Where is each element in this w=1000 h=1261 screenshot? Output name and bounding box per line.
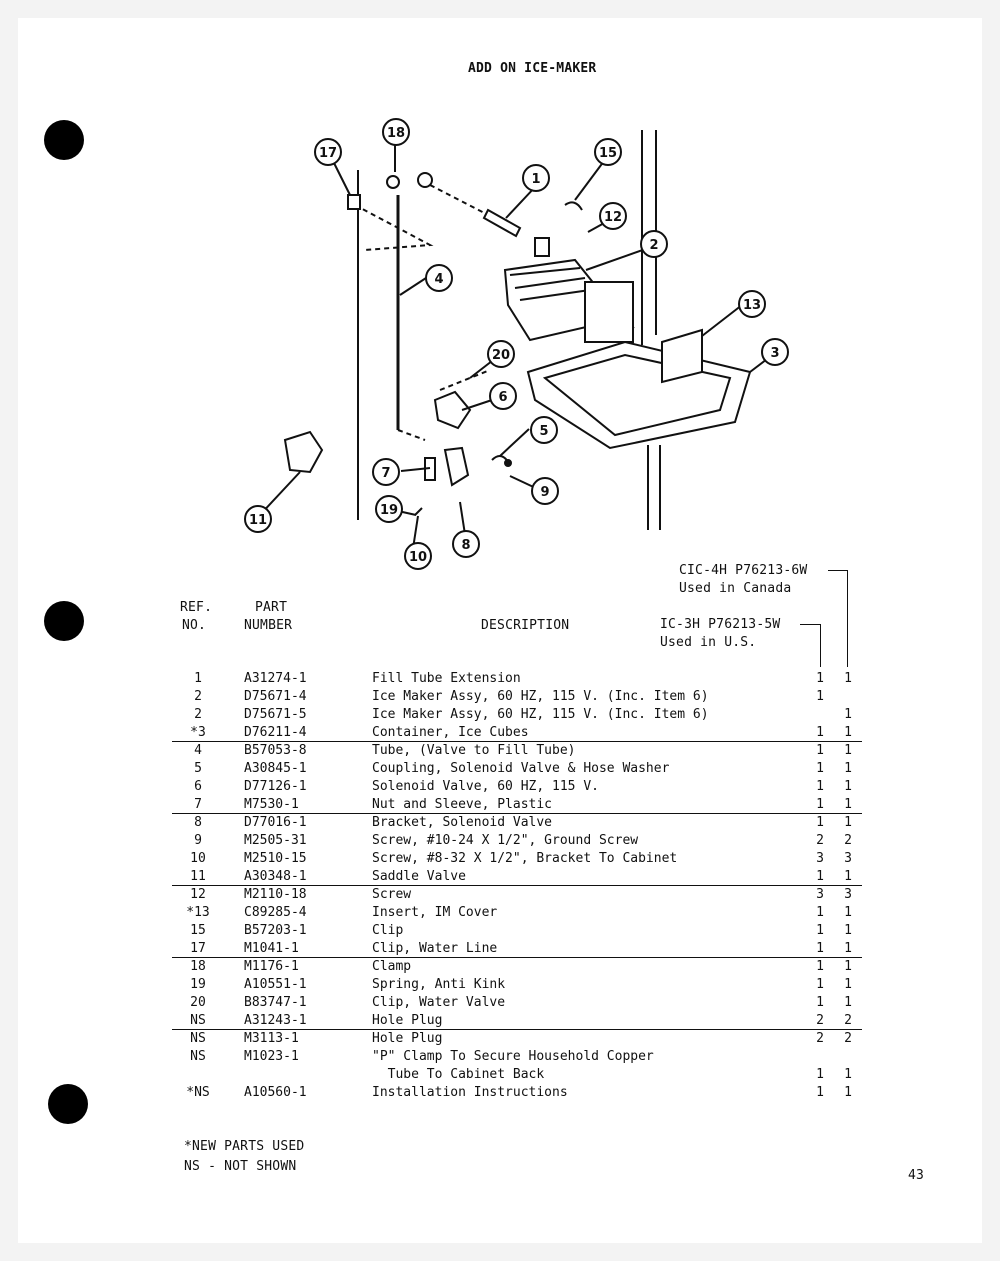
table-row: 7 M7530-1 Nut and Sleeve, Plastic 1 1 (194, 797, 852, 812)
row-separator (172, 813, 862, 814)
svg-text:8: 8 (461, 538, 471, 553)
table-row: *13 C89285-4 Insert, IM Cover 1 1 (186, 905, 852, 920)
callout-18 (383, 119, 409, 145)
table-row: NS M3113-1 Hole Plug 2 2 (190, 1031, 852, 1046)
page-title: ADD ON ICE-MAKER (468, 61, 597, 76)
model-us-usage: Used in U.S. (660, 635, 757, 650)
callout-6 (490, 383, 516, 409)
table-row: *NS A10560-1 Installation Instructions 1 1 (186, 1085, 852, 1100)
svg-text:17: 17 (318, 146, 338, 161)
table-row: 18 M1176-1 Clamp 1 1 (190, 959, 852, 974)
exploded-parts-diagram (230, 110, 830, 580)
svg-text:7: 7 (381, 466, 391, 481)
table-row: Tube To Cabinet Back 1 1 (372, 1067, 852, 1082)
callout-20 (488, 341, 514, 367)
svg-text:2: 2 (649, 238, 659, 253)
ref-header-line2: NO. (182, 618, 207, 633)
svg-text:10: 10 (408, 550, 428, 565)
svg-text:13: 13 (742, 298, 762, 313)
table-row: 6 D77126-1 Solenoid Valve, 60 HZ, 115 V. 1 1 (194, 779, 852, 794)
callout-8 (453, 531, 479, 557)
svg-text:3: 3 (770, 346, 780, 361)
page-number: 43 (908, 1168, 925, 1183)
table-row: 2 D75671-5 Ice Maker Assy, 60 HZ, 115 V. (Inc. Item 6) 1 (194, 707, 852, 722)
svg-text:9: 9 (540, 485, 550, 500)
table-row: 11 A30348-1 Saddle Valve 1 1 (190, 869, 852, 884)
table-row: 9 M2505-31 Screw, #10-24 X 1/2", Ground Screw 2 2 (194, 833, 852, 848)
callout-15 (595, 139, 621, 165)
table-row: 8 D77016-1 Bracket, Solenoid Valve 1 1 (194, 815, 852, 830)
model-canada-usage: Used in Canada (679, 581, 792, 596)
callout-9 (532, 478, 558, 504)
svg-text:5: 5 (539, 424, 549, 439)
svg-text:19: 19 (379, 503, 399, 518)
svg-text:6: 6 (498, 390, 508, 405)
canada-bracket-vertical (847, 570, 848, 667)
svg-text:20: 20 (491, 348, 511, 363)
us-bracket-top (800, 624, 821, 625)
svg-text:18: 18 (386, 126, 406, 141)
callout-12 (600, 203, 626, 229)
row-separator (172, 741, 862, 742)
callout-1 (523, 165, 549, 191)
table-row: 19 A10551-1 Spring, Anti Kink 1 1 (190, 977, 852, 992)
row-separator (172, 885, 862, 886)
ref-header: REF. (180, 600, 213, 615)
callout-11 (245, 506, 271, 532)
table-row: 4 B57053-8 Tube, (Valve to Fill Tube) 1 1 (194, 743, 852, 758)
callout-7 (373, 459, 399, 485)
table-row: 1 A31274-1 Fill Tube Extension 1 1 (194, 671, 852, 686)
callout-13 (739, 291, 765, 317)
callout-2 (641, 231, 667, 257)
part-header: PART (255, 600, 288, 615)
svg-text:1: 1 (531, 172, 541, 187)
canada-bracket-top (828, 570, 848, 571)
binder-hole-top (44, 120, 84, 160)
part-header-line2: NUMBER (244, 618, 293, 633)
footnote-not-shown: NS - NOT SHOWN (184, 1159, 297, 1174)
row-separator (172, 957, 862, 958)
table-row: 10 M2510-15 Screw, #8-32 X 1/2", Bracket To Cabinet 3 3 (190, 851, 852, 866)
callout-10 (405, 543, 431, 569)
model-us-label: IC-3H P76213-5W (660, 617, 781, 632)
table-row: 15 B57203-1 Clip 1 1 (190, 923, 852, 938)
callout-4 (426, 265, 452, 291)
table-row: 2 D75671-4 Ice Maker Assy, 60 HZ, 115 V. (Inc. Item 6) 1 (194, 689, 824, 704)
model-canada-label: CIC-4H P76213-6W (679, 563, 808, 578)
description-header: DESCRIPTION (481, 618, 570, 633)
svg-text:4: 4 (434, 272, 444, 287)
table-row: *3 D76211-4 Container, Ice Cubes 1 1 (190, 725, 852, 740)
us-bracket-vertical (820, 624, 821, 667)
svg-text:12: 12 (603, 210, 623, 225)
callout-5 (531, 417, 557, 443)
table-row: NS A31243-1 Hole Plug 2 2 (190, 1013, 852, 1028)
row-separator (172, 1029, 862, 1030)
footnote-new-parts: *NEW PARTS USED (184, 1139, 305, 1154)
callout-19 (376, 496, 402, 522)
callout-3 (762, 339, 788, 365)
svg-text:11: 11 (248, 513, 268, 528)
table-row: 12 M2110-18 Screw 3 3 (190, 887, 852, 902)
binder-hole-middle (44, 601, 84, 641)
callout-17 (315, 139, 341, 165)
table-row: 5 A30845-1 Coupling, Solenoid Valve & Hose Washer 1 1 (194, 761, 852, 776)
table-row: 17 M1041-1 Clip, Water Line 1 1 (190, 941, 852, 956)
svg-text:15: 15 (598, 146, 618, 161)
table-row: 20 B83747-1 Clip, Water Valve 1 1 (190, 995, 852, 1010)
table-row: NS M1023-1 "P" Clamp To Secure Household Copper (190, 1049, 654, 1064)
